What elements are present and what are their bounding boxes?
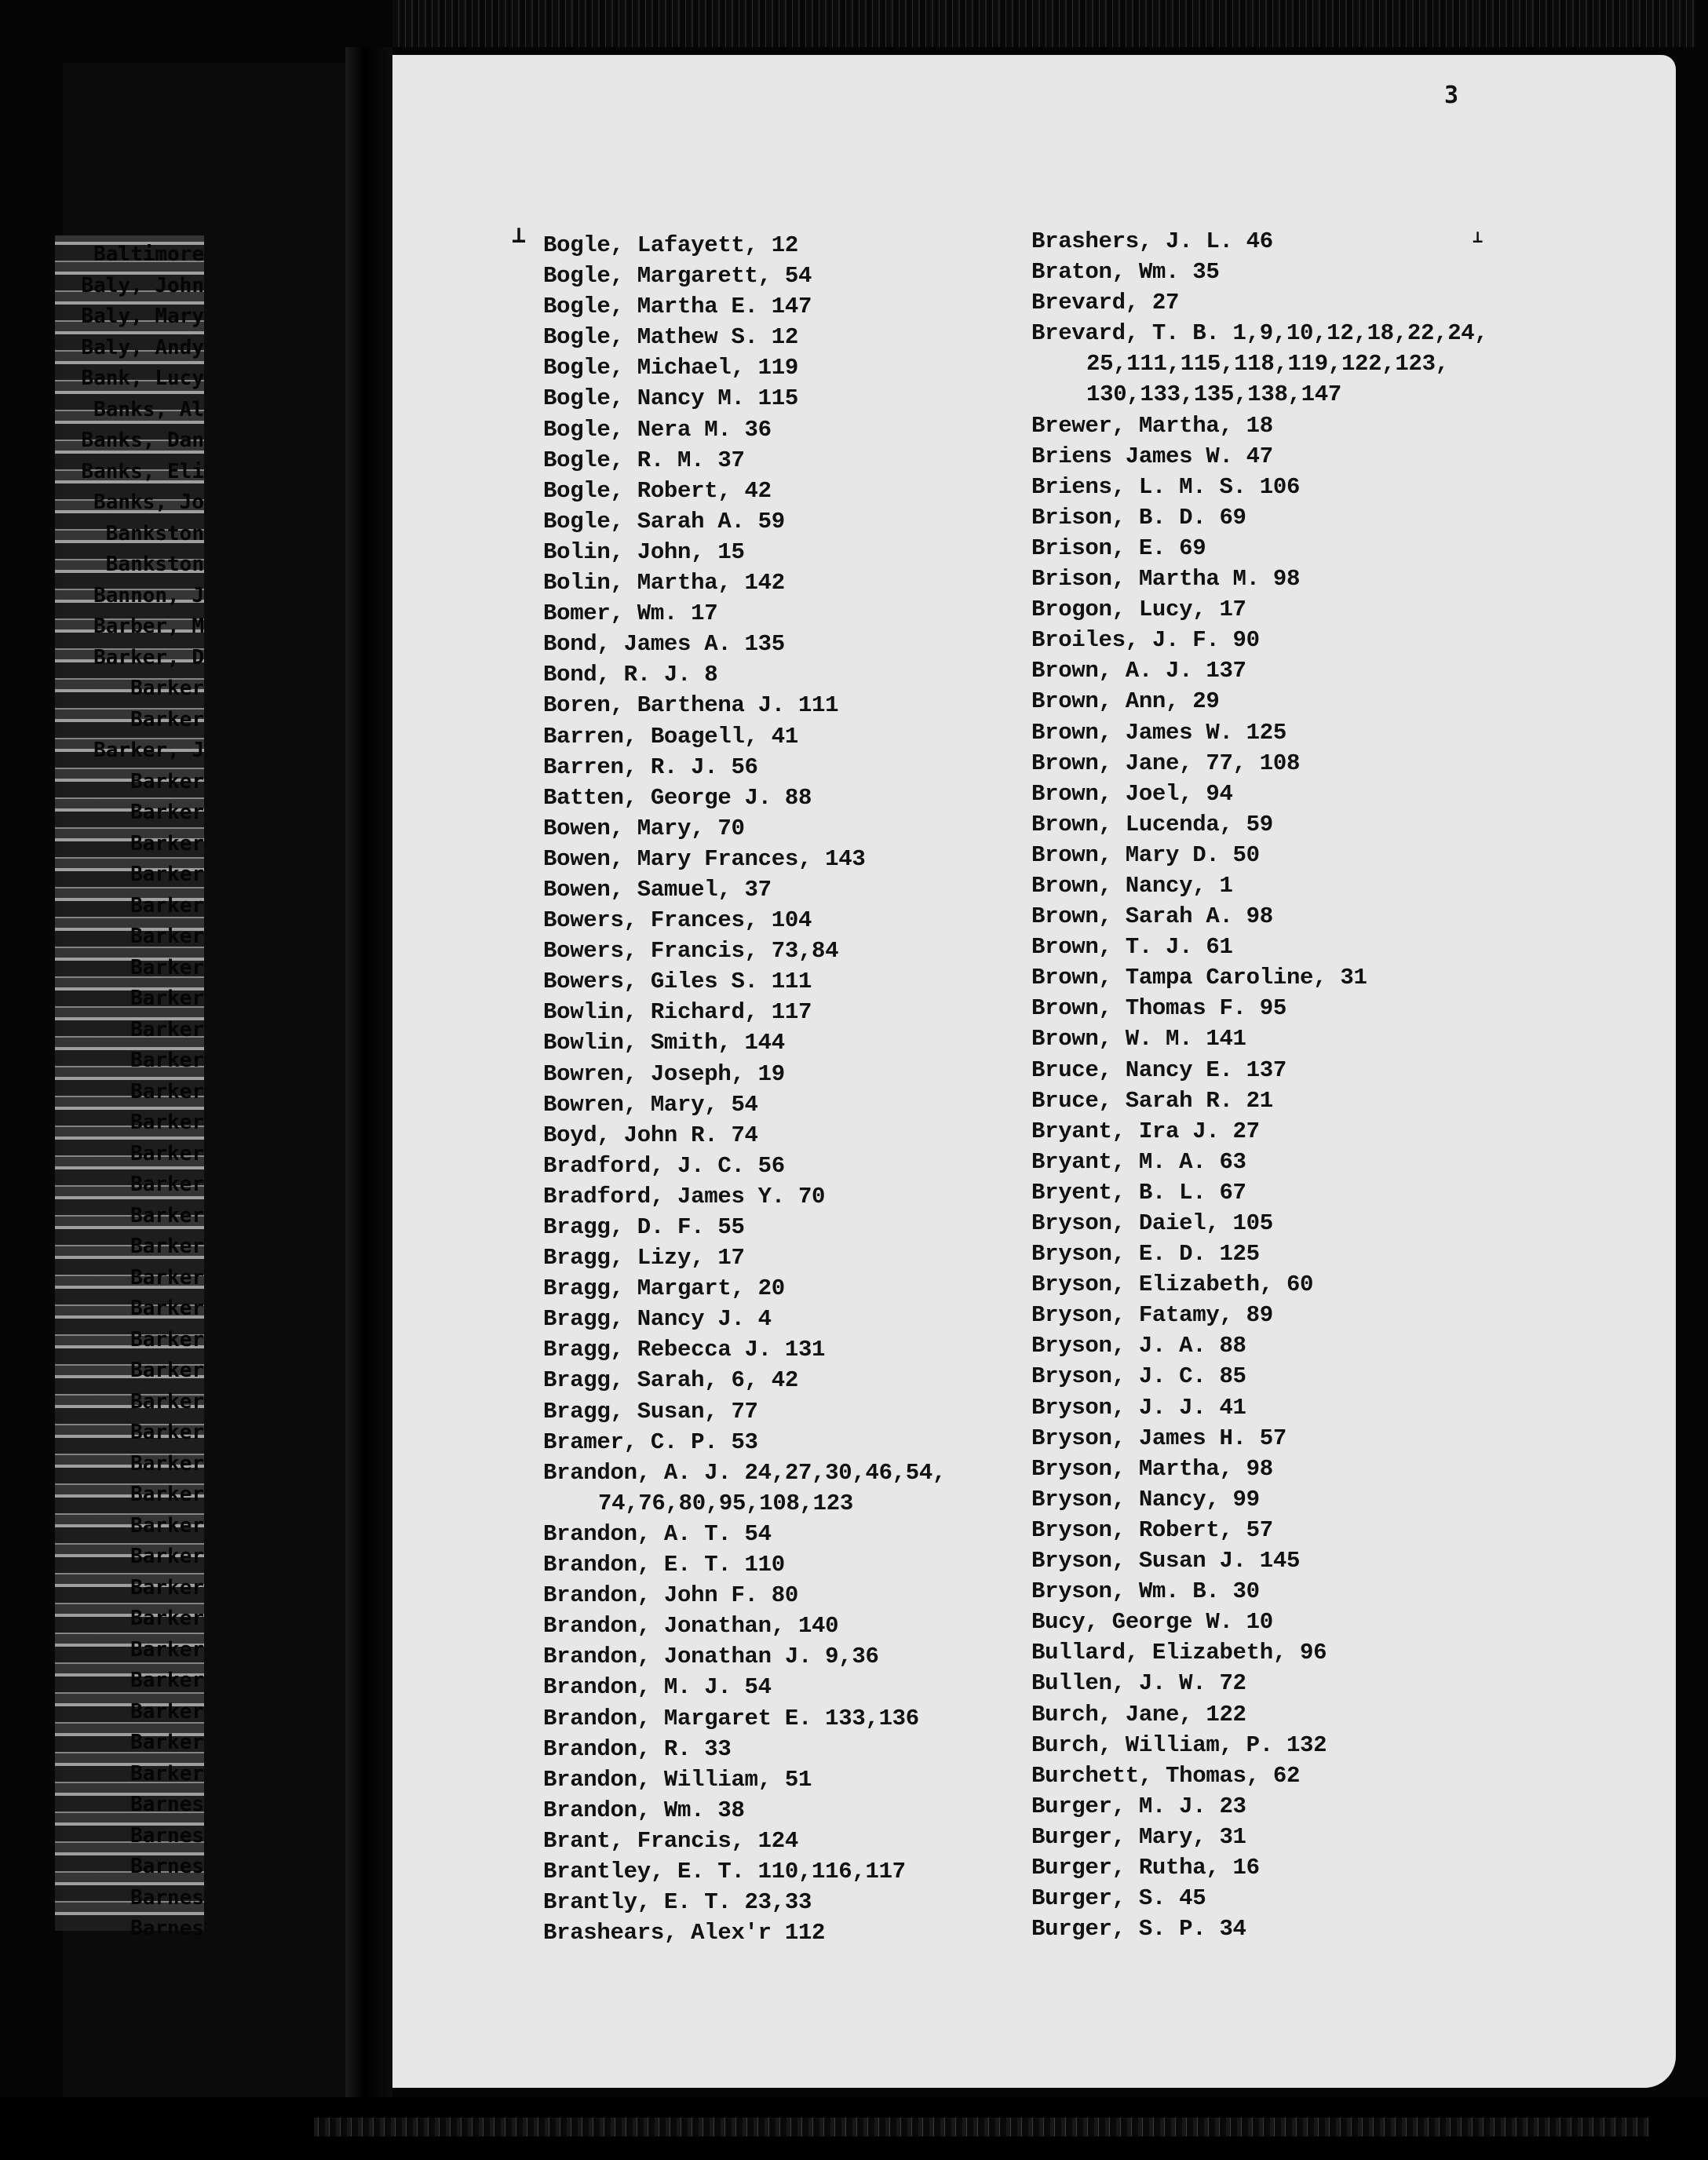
adjacent-page-fragment: Banks, Eli xyxy=(81,459,204,483)
index-entry: Bogle, R. M. 37 xyxy=(543,447,745,473)
scan-noise-top xyxy=(392,0,1695,47)
index-entry: Burger, Mary, 31 xyxy=(1031,1823,1246,1850)
index-entry: Burger, S. P. 34 xyxy=(1031,1916,1246,1943)
index-entry: Brandon, Jonathan, 140 xyxy=(543,1613,839,1640)
index-entry: Bragg, Lizy, 17 xyxy=(543,1245,745,1272)
adjacent-page-fragment: Barker xyxy=(130,1079,204,1104)
index-entry: Brown, Joel, 94 xyxy=(1031,780,1233,807)
index-entry: Boren, Barthena J. 111 xyxy=(543,692,839,719)
adjacent-page-fragment: Barker xyxy=(130,1389,204,1414)
index-entry: Bryson, J. C. 85 xyxy=(1031,1363,1246,1390)
index-entry: Bradford, James Y. 70 xyxy=(543,1183,826,1210)
index-entry: Bond, R. J. 8 xyxy=(543,662,718,688)
adjacent-page-fragment: Barker xyxy=(130,1111,204,1134)
adjacent-page-fragment: Barker xyxy=(130,1235,204,1258)
scan-noise-bottom xyxy=(314,2118,1648,2136)
index-entry: Brashers, J. L. 46 xyxy=(1031,228,1273,254)
index-entry: Broiles, J. F. 90 xyxy=(1031,627,1260,654)
adjacent-page-fragment: Baly, Andy xyxy=(81,335,204,359)
index-entry: Bogle, Margarett, 54 xyxy=(543,263,812,290)
index-entry: Brandon, John F. 80 xyxy=(543,1582,798,1609)
index-entry: Brandon, Jonathan J. 9,36 xyxy=(543,1644,879,1670)
index-entry: Bucy, George W. 10 xyxy=(1031,1609,1273,1636)
index-entry: Brown, Ann, 29 xyxy=(1031,688,1220,715)
index-entry: Bruce, Nancy E. 137 xyxy=(1031,1056,1286,1083)
adjacent-page-fragment: Barker xyxy=(130,1545,204,1568)
adjacent-page-fragment: Barker xyxy=(130,1513,204,1538)
index-entry: Bowren, Joseph, 19 xyxy=(543,1060,785,1087)
adjacent-page-fragment: Barker xyxy=(130,893,204,918)
index-entry: Briens, L. M. S. 106 xyxy=(1031,473,1301,500)
adjacent-page-fragment: Barker xyxy=(130,1017,204,1042)
index-entry: Brown, James W. 125 xyxy=(1031,719,1286,746)
margin-tick-right: ⊥ xyxy=(1473,228,1484,247)
index-entry: Brantley, E. T. 110,116,117 xyxy=(543,1858,906,1885)
index-entry: Brown, W. M. 141 xyxy=(1031,1026,1246,1053)
index-entry: Bryson, J. J. 41 xyxy=(1031,1394,1246,1421)
index-entry: Bolin, Martha, 142 xyxy=(543,570,785,597)
index-entry: Brogon, Lucy, 17 xyxy=(1031,597,1246,623)
page-number: 3 xyxy=(1444,82,1459,109)
index-entry: Bryson, James H. 57 xyxy=(1031,1425,1286,1451)
index-entry: Bragg, D. F. 55 xyxy=(543,1214,745,1240)
adjacent-page-fragment: Barker xyxy=(130,1141,204,1166)
index-entry: Brown, Jane, 77, 108 xyxy=(1031,750,1301,776)
index-entry: Bryson, Robert, 57 xyxy=(1031,1516,1273,1543)
adjacent-page-fragment: Barker xyxy=(130,1483,204,1506)
margin-tick-left: ⊥ xyxy=(512,221,527,249)
index-entry: 25,111,115,118,119,122,123, xyxy=(1086,351,1449,378)
adjacent-page-fragment: Barker xyxy=(130,1265,204,1290)
index-entry: Brison, E. 69 xyxy=(1031,535,1206,561)
index-entry: Brantly, E. T. 23,33 xyxy=(543,1889,812,1916)
index-entry: Brant, Francis, 124 xyxy=(543,1827,798,1854)
adjacent-page-fragment: Bank, Lucy xyxy=(81,367,204,390)
index-entry: Bogle, Lafayett, 12 xyxy=(543,232,798,258)
index-entry: Barren, R. J. 56 xyxy=(543,753,758,780)
index-entry: Bowlin, Richard, 117 xyxy=(543,999,812,1026)
adjacent-page-fragment: Barnes xyxy=(130,1885,204,1910)
index-entry: Brown, Thomas F. 95 xyxy=(1031,995,1286,1022)
index-entry: Brewer, Martha, 18 xyxy=(1031,412,1273,439)
index-entry: Brevard, T. B. 1,9,10,12,18,22,24, xyxy=(1031,320,1488,347)
adjacent-page-fragment: Barker xyxy=(130,1607,204,1630)
adjacent-page-fragment: Barker xyxy=(130,707,204,732)
index-entry: Bryson, Martha, 98 xyxy=(1031,1455,1273,1482)
adjacent-page-fragment: Barker xyxy=(130,1049,204,1072)
index-entry: Bradford, J. C. 56 xyxy=(543,1152,785,1179)
adjacent-page-fragment: Barker xyxy=(130,1451,204,1476)
index-entry: Brashears, Alex'r 112 xyxy=(543,1920,826,1947)
index-entry: Bowen, Mary Frances, 143 xyxy=(543,845,866,872)
index-entry: Brown, Sarah A. 98 xyxy=(1031,903,1273,930)
index-entry: Brandon, A. T. 54 xyxy=(543,1520,772,1547)
index-entry: Bowren, Mary, 54 xyxy=(543,1091,758,1118)
adjacent-page-fragment: Barker xyxy=(130,1637,204,1662)
index-column-right xyxy=(1031,226,1488,1944)
index-entry: Bryson, Nancy, 99 xyxy=(1031,1486,1260,1512)
index-entry: Brison, Martha M. 98 xyxy=(1031,566,1301,593)
index-entry: 74,76,80,95,108,123 xyxy=(598,1490,853,1516)
index-entry: Boyd, John R. 74 xyxy=(543,1122,758,1148)
index-entry: Bogle, Sarah A. 59 xyxy=(543,508,785,535)
index-entry: Bragg, Nancy J. 4 xyxy=(543,1306,772,1333)
index-entry: Bragg, Margart, 20 xyxy=(543,1275,785,1302)
index-entry: Bogle, Mathew S. 12 xyxy=(543,324,798,351)
index-entry: Bryson, Fatamy, 89 xyxy=(1031,1302,1273,1329)
index-entry: Barren, Boagell, 41 xyxy=(543,723,798,750)
adjacent-page-fragment: Barker xyxy=(130,677,204,700)
adjacent-page-fragment: Banks, Al xyxy=(93,397,204,421)
index-entry: Bullen, J. W. 72 xyxy=(1031,1670,1246,1697)
index-entry: Bogle, Nera M. 36 xyxy=(543,416,772,443)
index-entry: Bryson, J. A. 88 xyxy=(1031,1333,1246,1359)
index-entry: Braton, Wm. 35 xyxy=(1031,259,1220,286)
adjacent-page-fragment: Barnes xyxy=(130,1793,204,1816)
index-entry: Bryson, Elizabeth, 60 xyxy=(1031,1272,1314,1298)
index-entry: Brevard, 27 xyxy=(1031,290,1180,316)
index-entry: Brown, Tampa Caroline, 31 xyxy=(1031,965,1367,991)
index-entry: Bogle, Martha E. 147 xyxy=(543,294,812,320)
adjacent-page-fragment: Barber, M xyxy=(93,615,204,638)
index-entry: Brandon, M. J. 54 xyxy=(543,1674,772,1701)
index-entry: Bowen, Mary, 70 xyxy=(543,815,745,841)
index-entry: Brown, Nancy, 1 xyxy=(1031,872,1233,899)
index-entry: Bryson, E. D. 125 xyxy=(1031,1241,1260,1268)
adjacent-page-fragment: Barker, J xyxy=(93,739,204,762)
adjacent-page-fragment: Barnes xyxy=(130,1855,204,1878)
index-entry: Bragg, Susan, 77 xyxy=(543,1398,758,1425)
index-entry: Burger, M. J. 23 xyxy=(1031,1793,1246,1819)
index-entry: Bramer, C. P. 53 xyxy=(543,1428,758,1455)
adjacent-page-fragment: Barker xyxy=(130,863,204,886)
index-entry: Brison, B. D. 69 xyxy=(1031,504,1246,531)
adjacent-page-fragment: Barker xyxy=(130,801,204,824)
index-entry: Briens James W. 47 xyxy=(1031,443,1273,469)
adjacent-page-fragment: Barker xyxy=(130,769,204,794)
index-entry: Bragg, Rebecca J. 131 xyxy=(543,1337,826,1363)
adjacent-page-fragment: Barker xyxy=(130,1699,204,1724)
index-entry: Bryant, Ira J. 27 xyxy=(1031,1118,1260,1144)
index-entry: Bogle, Michael, 119 xyxy=(543,355,798,381)
adjacent-page-fragment: Barker xyxy=(130,987,204,1010)
index-entry: Brown, Lucenda, 59 xyxy=(1031,811,1273,837)
adjacent-page-fragment: Barker xyxy=(130,1575,204,1600)
adjacent-page-text xyxy=(55,239,204,1945)
index-entry: Batten, George J. 88 xyxy=(543,784,812,811)
index-entry: Brandon, R. 33 xyxy=(543,1735,732,1762)
adjacent-page-fragment: Barker xyxy=(130,1327,204,1352)
index-entry: Brown, T. J. 61 xyxy=(1031,934,1233,961)
adjacent-page-fragment: Barker xyxy=(130,925,204,948)
index-entry: Brandon, Wm. 38 xyxy=(543,1797,745,1823)
adjacent-page-fragment: Barker xyxy=(130,1359,204,1382)
adjacent-page-fragment: Barker xyxy=(130,955,204,980)
adjacent-page-fragment: Barker xyxy=(130,1297,204,1320)
adjacent-page-fragment: Banks, Jo xyxy=(93,491,204,514)
index-entry: Burch, William, P. 132 xyxy=(1031,1731,1327,1758)
index-entry: Brown, A. J. 137 xyxy=(1031,658,1246,684)
index-entry: Bryson, Daiel, 105 xyxy=(1031,1210,1273,1236)
index-entry: Bragg, Sarah, 6, 42 xyxy=(543,1367,798,1394)
index-entry: Bowers, Francis, 73,84 xyxy=(543,938,839,965)
index-entry: Bogle, Nancy M. 115 xyxy=(543,385,798,412)
index-entry: 130,133,135,138,147 xyxy=(1086,381,1341,408)
adjacent-page-fragment: Baly, John xyxy=(81,273,204,297)
adjacent-page-fragment: Barker, D xyxy=(93,645,204,670)
index-entry: Bryson, Susan J. 145 xyxy=(1031,1548,1301,1574)
index-entry: Brandon, William, 51 xyxy=(543,1766,812,1793)
index-entry: Bond, James A. 135 xyxy=(543,631,785,658)
index-entry: Bolin, John, 15 xyxy=(543,538,745,565)
index-entry: Bomer, Wm. 17 xyxy=(543,600,718,627)
adjacent-page-fragment: Bankston xyxy=(105,553,204,576)
adjacent-page-fragment: Bankston xyxy=(105,521,204,545)
adjacent-page-fragment: Barker xyxy=(130,1203,204,1228)
index-entry: Burchett, Thomas, 62 xyxy=(1031,1762,1301,1789)
index-entry: Bogle, Robert, 42 xyxy=(543,477,772,504)
index-entry: Burger, Rutha, 16 xyxy=(1031,1854,1260,1881)
adjacent-page-fragment: Barnes xyxy=(130,1823,204,1848)
index-entry: Brandon, A. J. 24,27,30,46,54, xyxy=(543,1459,947,1486)
index-entry: Brown, Mary D. 50 xyxy=(1031,841,1260,868)
adjacent-page-fragment: Barker xyxy=(130,1421,204,1444)
index-entry: Bruce, Sarah R. 21 xyxy=(1031,1087,1273,1114)
book-gutter xyxy=(345,47,392,2135)
adjacent-page-fragment: Barnes xyxy=(130,1917,204,1940)
adjacent-page-fragment: Barker xyxy=(130,1731,204,1754)
index-entry: Bowlin, Smith, 144 xyxy=(543,1030,785,1056)
adjacent-page-fragment: Bannon, J xyxy=(93,583,204,608)
adjacent-page-fragment: Barker xyxy=(130,831,204,856)
adjacent-page-fragment: Barker xyxy=(130,1669,204,1692)
index-entry: Bowen, Samuel, 37 xyxy=(543,876,772,903)
index-entry: Bowers, Giles S. 111 xyxy=(543,969,812,995)
index-entry: Burch, Jane, 122 xyxy=(1031,1701,1246,1728)
adjacent-page-fragment: Baly, Mary xyxy=(81,305,204,328)
index-entry: Bryson, Wm. B. 30 xyxy=(1031,1578,1260,1605)
index-entry: Bullard, Elizabeth, 96 xyxy=(1031,1640,1327,1666)
index-entry: Bryent, B. L. 67 xyxy=(1031,1179,1246,1206)
adjacent-page-fragment: Baltimore xyxy=(93,243,204,266)
adjacent-page-fragment: Banks, Dan xyxy=(81,429,204,452)
index-entry: Burger, S. 45 xyxy=(1031,1885,1206,1912)
adjacent-page-fragment: Barker xyxy=(130,1173,204,1196)
index-entry: Brandon, E. T. 110 xyxy=(543,1552,785,1578)
index-entry: Bryant, M. A. 63 xyxy=(1031,1148,1246,1175)
adjacent-page-fragment: Barker xyxy=(130,1761,204,1786)
index-column-left xyxy=(543,230,946,1948)
index-entry: Bowers, Frances, 104 xyxy=(543,907,812,934)
index-entry: Brandon, Margaret E. 133,136 xyxy=(543,1705,919,1731)
